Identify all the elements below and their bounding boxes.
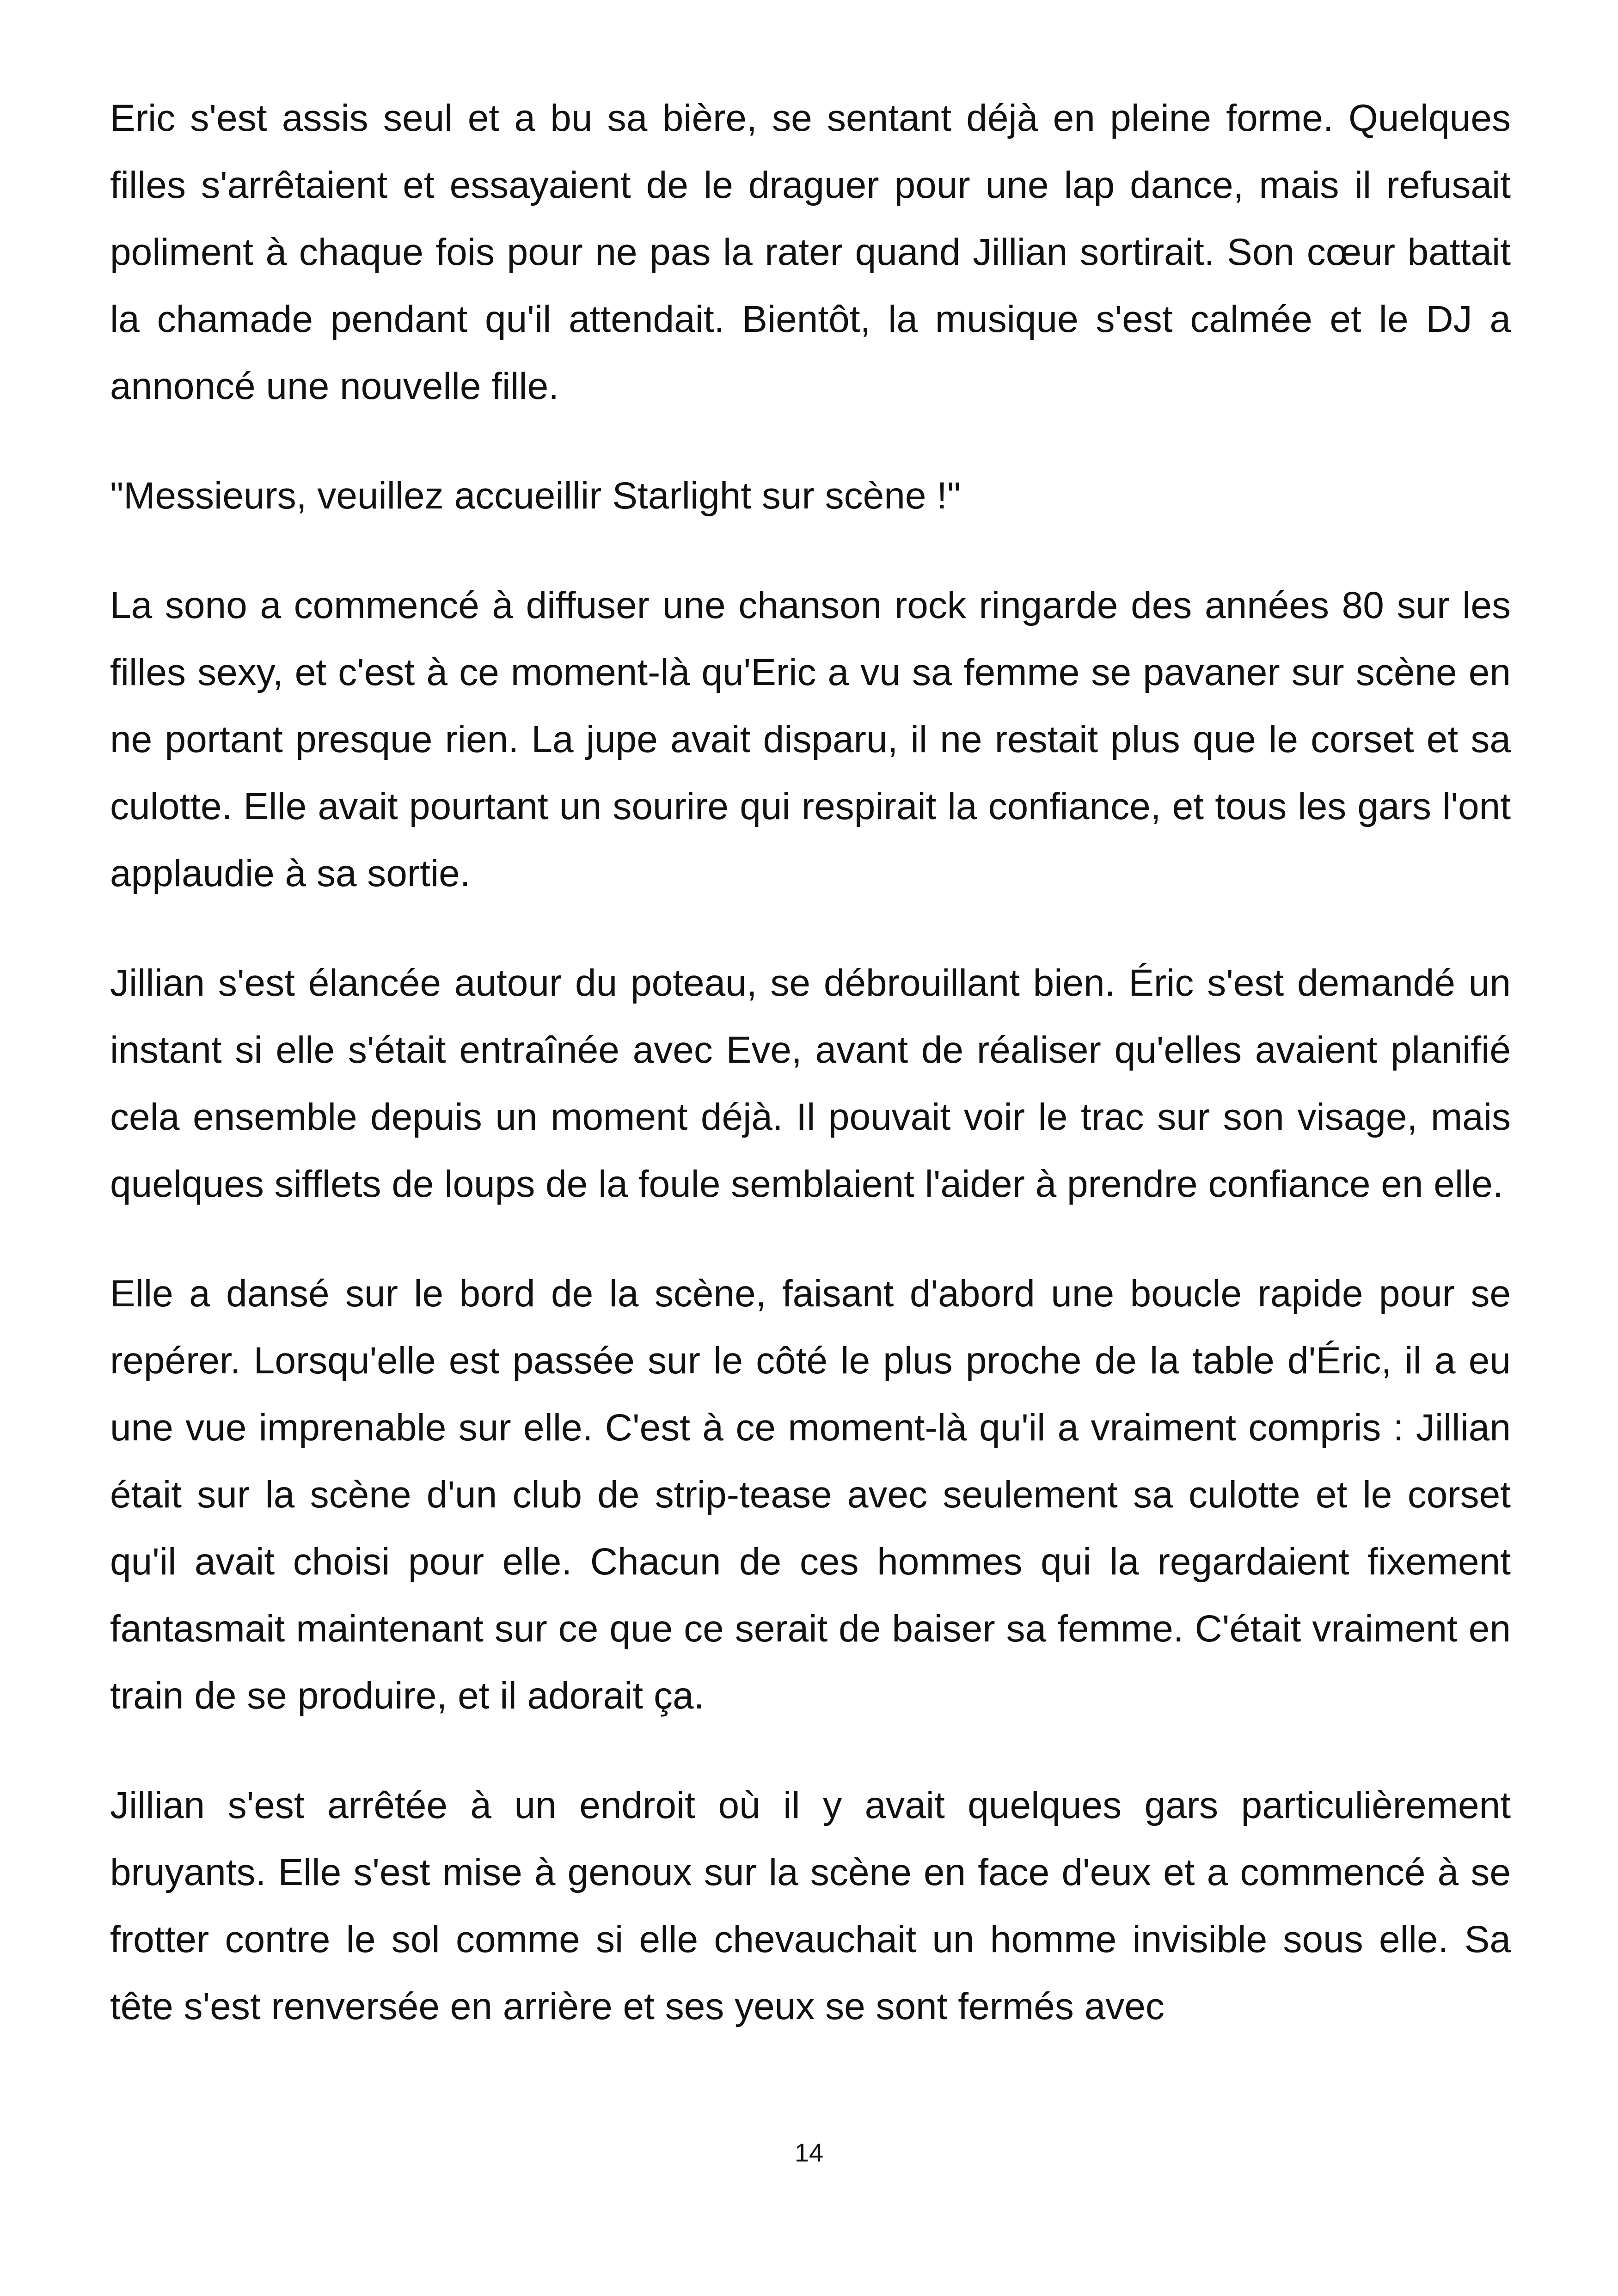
paragraph-3: La sono a commencé à diffuser une chanson rock ringarde des années 80 sur les filles sexy, et c'est à ce moment-là qu'Eric a vu sa femme se pavaner sur scène en ne portant presque rien. La jupe avait disparu, il ne restait plus que le corset et sa culotte. Elle avait pourtant un sourire qui respirait la confiance, et tous les gars l'ont applaudie à sa sortie. (110, 584, 1511, 894)
paragraph-4: Jillian s'est élancée autour du poteau, se débrouillant bien. Éric s'est demandé un instant si elle s'était entraînée avec Eve, avant de réaliser qu'elles avaient planifié cela ensemble depuis un moment déjà. Il pouvait voir le trac sur son visage, mais quelques sifflets de loups de la foule semblaient l'aider à prendre confiance en elle. (110, 962, 1511, 1205)
page-number: 14 (794, 2138, 824, 2167)
paragraph-5: Elle a dansé sur le bord de la scène, faisant d'abord une boucle rapide pour se repérer. Lorsqu'elle est passée sur le côté le plus proche de la table d'Éric, il a eu une vue imprenable sur elle. C'est à ce moment-là qu'il a vraiment compris : Jillian était sur la scène d'un club de strip-tease avec seulement sa culotte et le corset qu'il avait choisi pour elle. Chacun de ces hommes qui la regardaient fixement fantasmait maintenant sur ce que ce serait de baiser sa femme. C'était vraiment en train de se produire, et il adorait ça. (110, 1273, 1511, 1717)
paragraph-6: Jillian s'est arrêtée à un endroit où il y avait quelques gars particulièrement bruyants. Elle s'est mise à genoux sur la scène en face d'eux et a commencé à se frotter contre le sol comme si elle chevauchait un homme invisible sous elle. Sa tête s'est renversée en arrière et ses yeux se sont fermés avec (110, 1784, 1511, 2027)
paragraph-1: Eric s'est assis seul et a bu sa bière, se sentant déjà en pleine forme. Quelques filles s'arrêtaient et essayaient de le draguer pour une lap dance, mais il refusait poliment à chaque fois pour ne pas la rater quand Jillian sortirait. Son cœur battait la chamade pendant qu'il attendait. Bientôt, la musique s'est calmée et le DJ a annoncé une nouvelle fille. (110, 97, 1511, 407)
paragraph-2: "Messieurs, veuillez accueillir Starlight sur scène !" (110, 475, 961, 517)
page-body (110, 85, 1511, 2040)
